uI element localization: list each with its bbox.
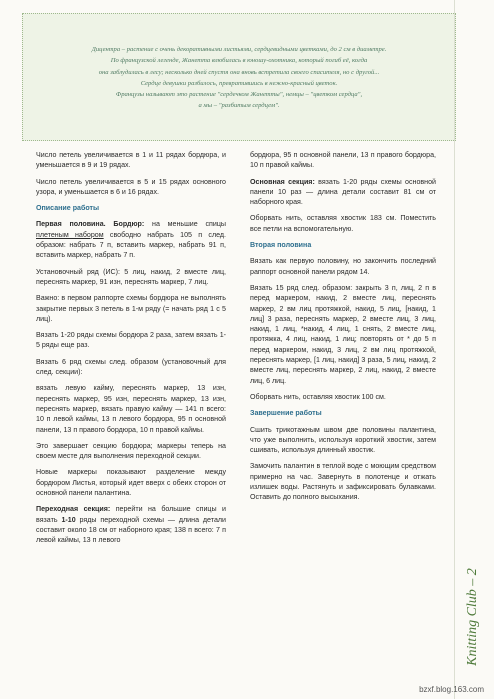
paragraph: Новые маркеры показывают разделение между бордюром Листья, который идет вверх с обеих сторон от основной панели палантина.	[36, 468, 226, 498]
term-link[interactable]: плетеным набором	[36, 230, 104, 239]
intro-text	[23, 14, 455, 112]
intro-line: Сердце девушки разбилось, превратившись в нежно-красный цветок.	[140, 79, 338, 87]
paragraph: вязать левую кайму, переснять маркер, 13 изн, переснять маркер, 95 изн, переснять маркер, 13 изн, переснять маркер, вязать правую кайму — 141 п всего: 10 п левой каймы, 13 п левого бордюра, 95 п основной панели, 13 п правого бордюра, 10 п правой каймы.	[36, 384, 226, 434]
paragraph: Оборвать нить, оставляя хвостик 100 см.	[250, 392, 386, 401]
text-run: 1-10	[61, 515, 76, 524]
paragraph	[250, 177, 436, 208]
intro-line: она заблудилась в лесу; несколько дней спустя она вновь встретила своего спасителя, но с другой...	[98, 68, 380, 76]
lead-label: Переходная секция:	[36, 505, 111, 514]
text-run: ряды переходной схемы — длина детали составит около 18 см от наборного края; 138 п всего: 7 п левой каймы, 13 п левого	[36, 515, 226, 545]
paragraph: Сшить трикотажным швом две половины палантина, что уже выполнить, используя короткий хвостик, затем сшивать, используя длинный хвостик.	[250, 425, 436, 455]
lead-label: Основная секция:	[250, 177, 315, 186]
paragraph	[36, 504, 226, 545]
intro-line: а мы – "разбитым сердцем".	[198, 102, 280, 110]
section-heading: Вторая половина	[250, 241, 312, 250]
intro-box	[22, 13, 456, 141]
right-column	[250, 150, 436, 509]
page-tag-text: Knitting Club – 2	[465, 568, 480, 666]
left-column	[36, 150, 226, 552]
paragraph: Важно: в первом раппорте схемы бордюра не выполнять закрытие первых 3 петель в 1-м ряду (= начать ряд 1 с 5 лиц).	[36, 294, 226, 323]
watermark: bzxf.blog.163.com	[419, 685, 484, 694]
text-run: перейти на большие спицы и вязать	[36, 505, 226, 524]
text-run: вязать 1-20 ряды схемы основной панели 10 раз — длина детали составит 81 см от наборного края.	[250, 177, 436, 207]
paragraph: Это завершает секцию бордюра; маркеры теперь на своем месте для выполнения переходной секции.	[36, 441, 226, 461]
intro-line: Французы называют это растение "сердечком Жанетты", немцы – "цветком сердца",	[115, 91, 363, 99]
paragraph: бордюра, 95 п основной панели, 13 п правого бордюра, 10 п правой каймы.	[250, 151, 436, 170]
paragraph: Вязать 6 ряд схемы след. образом (установочный для след. секции):	[36, 357, 226, 377]
text-run: на меньшие спицы	[144, 220, 226, 229]
paragraph: Оборвать нить, оставляя хвостик 183 см. Поместить все петли на вспомогательную.	[250, 214, 436, 233]
magazine-page-tag	[453, 562, 493, 672]
paragraph: Установочный ряд (ИС): 5 лиц, накид, 2 вместе лиц, переснять маркер, 91 изн, переснять маркер, 7 лиц.	[36, 267, 226, 286]
intro-line: По французской легенде, Жанетта влюбилась в юношу-охотника, который погиб её, когда	[110, 57, 368, 65]
section-heading: Завершение работы	[250, 409, 322, 418]
paragraph: Вязать как первую половину, но закончить последний раппорт основной панели рядом 14.	[250, 257, 436, 276]
lead-label: Первая половина. Бордюр:	[36, 220, 145, 229]
paragraph: Число петель увеличивается в 5 и 15 рядах основного узора, и уменьшается в 6 и 16 рядах.	[36, 177, 226, 196]
paragraph: Вязать 15 ряд след. образом: закрыть 3 п, лиц, 2 п в перед маркером, накид, 2 вместе лиц, переснять маркер, 2 вм лиц протяжкой, накид, 5 лиц, [накид, 1 лиц] 3 раза, переснять маркер, 2 вместе лиц, 3 лиц, накид, 1 лиц, *накид, 4 лиц, 1 снять, 2 вместе лиц, протяжка, 4 лиц, накид, 1 лиц; повторять от * до 5 п перед маркером, накид, 3 лиц, 2 вм лиц протяжкой, переснять маркер, [1 лиц, накид] 3 раза, 5 лиц, накид, 2 вместе лиц, переснять маркер, 2 лиц, накид, 2 вместе лиц, 6 лиц.	[250, 283, 436, 385]
text-run: свободно набрать 105 п след. образом: набрать 7 п, вставить маркер, набрать 91 п, вставить маркер, набрать 7 п.	[36, 230, 226, 260]
paragraph: Вязать 1-20 ряды схемы бордюра 2 раза, затем вязать 1-5 ряды еще раз.	[36, 331, 226, 350]
intro-line: Дицентра – растение с очень декоративными листьями, сердцевидными цветками, до 2 см в диаметре.	[91, 46, 387, 53]
paragraph: Число петель увеличивается в 1 и 11 рядах бордюра, и уменьшается в 9 и 19 рядах.	[36, 151, 226, 170]
paragraph: Замочить палантин в теплой воде с моющим средством примерно на час. Завернуть в полотенце и отжать излишек воды. Растянуть и зафиксировать булавками. Оставить до полного высыхания.	[250, 462, 436, 502]
section-heading: Описание работы	[36, 204, 100, 213]
paragraph	[36, 219, 226, 260]
